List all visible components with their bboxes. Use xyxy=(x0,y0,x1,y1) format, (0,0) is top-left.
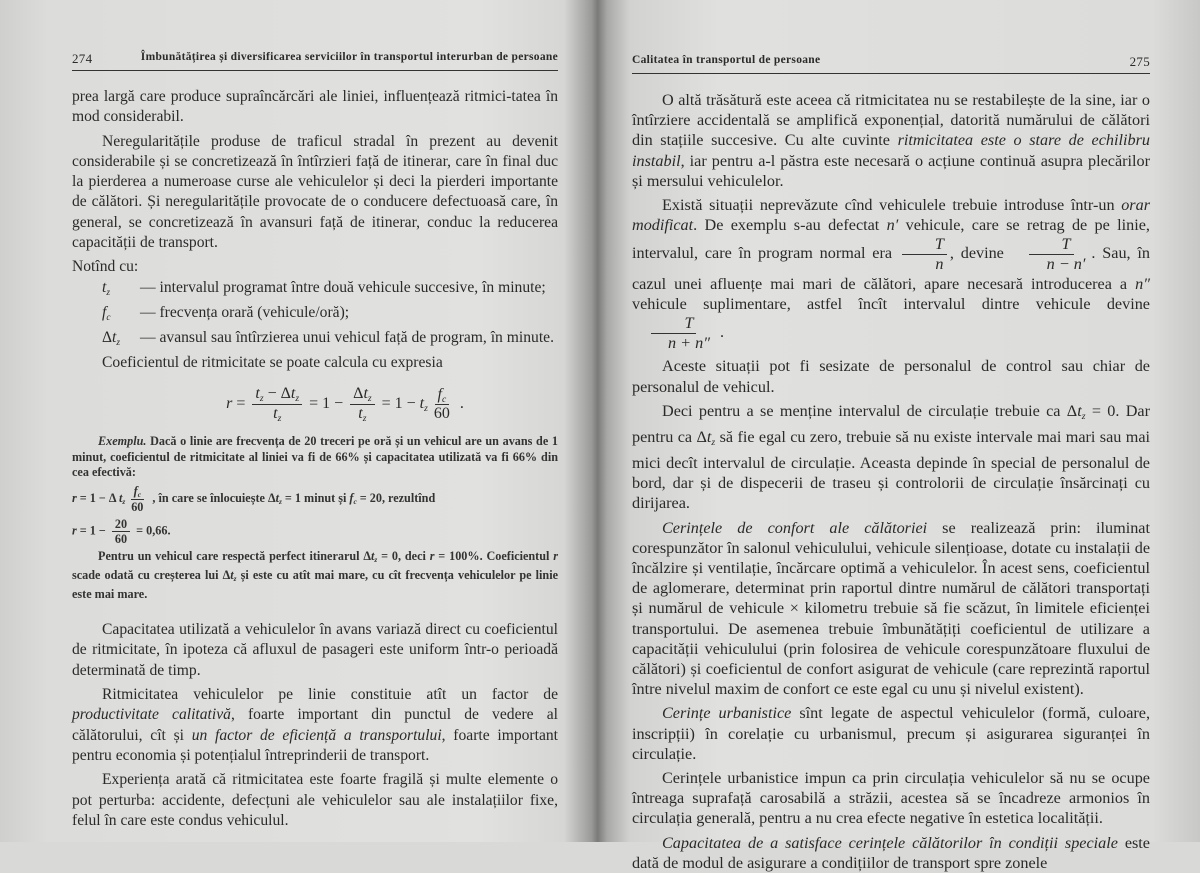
variable-symbol: f xyxy=(133,483,138,498)
text-run: Ritmicitatea vehiculelor pe linie constituie atît un factor de xyxy=(102,686,558,704)
text-run: = 100%. Coeficientul xyxy=(434,549,554,564)
variable-subscript: z xyxy=(367,393,372,405)
definition-item xyxy=(102,278,558,303)
math-variable xyxy=(349,491,356,505)
variable-subscript: z xyxy=(122,496,126,506)
text-run: = 1 − xyxy=(76,523,109,538)
text-run: . xyxy=(455,395,464,413)
example-intro xyxy=(72,434,558,481)
paragraph xyxy=(632,90,1150,191)
example-block xyxy=(72,434,558,602)
text-run: = 1 minut și xyxy=(281,490,350,505)
italic-text: n − n′ xyxy=(1046,255,1086,274)
example-equation-2 xyxy=(72,517,558,546)
text-run: Δ xyxy=(353,385,364,403)
variable-symbol: t xyxy=(371,549,375,564)
paragraph xyxy=(632,768,1150,829)
text-run: . Sau, în cazul unei afluențe mai mari de călători, apare necesară introducerea a xyxy=(632,244,1150,293)
paragraph xyxy=(632,833,1150,873)
math-variable xyxy=(119,491,125,505)
text-run: = 20, rezultînd xyxy=(356,490,436,505)
text-run: și este cu atît mai mare, cu cît frecvența vehiculelor pe linie este mai mare. xyxy=(72,567,559,601)
italic-text: n + n″ xyxy=(668,333,710,352)
math-variable xyxy=(255,385,264,405)
variable-symbol: r xyxy=(72,490,77,505)
fraction-numerator xyxy=(112,517,130,532)
variable-symbol: f xyxy=(102,303,107,321)
paragraph xyxy=(72,132,558,254)
math-variable xyxy=(102,279,110,296)
definition-item xyxy=(102,303,558,328)
text-run: scade odată cu creșterea lui Δ xyxy=(72,567,231,582)
text-run: Cerințele urbanistice impun ca prin circulația vehiculelor să nu se ocupe întreaga suprafață carosabilă a străzii, acestea să se încadreze armonios în circulația generală, pentru a nu crea efecte negative în estetica localității. xyxy=(632,769,1150,828)
fraction-denominator xyxy=(270,405,284,424)
text-run: , foarte important pentru economia și potențialul întreprinderii de transport. xyxy=(72,726,558,764)
variable-subscript: z xyxy=(424,403,428,415)
fraction-numerator xyxy=(435,386,450,406)
fraction xyxy=(1014,235,1089,273)
variable-subscript: z xyxy=(374,555,378,565)
page-number: 275 xyxy=(1129,54,1150,69)
variable-symbol: t xyxy=(419,395,425,413)
text-run: 60 xyxy=(114,532,128,547)
variable-symbol: t xyxy=(255,385,260,403)
fraction xyxy=(635,314,713,352)
paragraph xyxy=(632,195,1150,352)
notation-intro: Notînd cu: xyxy=(72,258,139,276)
text-run: Pentru un vehicul care respectă perfect itinerarul Δ xyxy=(98,549,372,564)
variable-symbol: r xyxy=(553,549,558,564)
variable-subscript: c xyxy=(137,489,141,499)
paragraph xyxy=(72,620,558,681)
variable-symbol: t xyxy=(273,405,278,423)
text-run: 60 xyxy=(131,500,144,515)
fraction xyxy=(112,517,130,546)
variable-subscript: c xyxy=(353,496,357,506)
variable-symbol: t xyxy=(112,328,117,346)
running-head-title: Îmbunătățirea și diversificarea serviciilor în transportul interurban de persoane xyxy=(140,51,558,63)
paragraph-group xyxy=(72,620,558,831)
text-run: = 1 − Δ xyxy=(76,490,119,505)
variable-subscript: z xyxy=(711,436,716,448)
running-head-title: Calitatea în transportul de persoane xyxy=(632,54,821,66)
variable-symbol: t xyxy=(290,385,296,403)
definition-symbol xyxy=(102,303,140,328)
right-page xyxy=(632,0,1150,873)
italic-text: Cerințele de confort ale călătoriei xyxy=(662,518,928,537)
text-run: , foarte important din punctul de vedere al călătorului, cît și xyxy=(72,706,558,744)
variable-subscript: z xyxy=(106,287,110,298)
math-variable xyxy=(363,385,372,405)
italic-text: Exemplu. xyxy=(98,434,147,449)
variable-symbol: t xyxy=(118,490,123,505)
italic-text: orar modificat xyxy=(632,196,1150,235)
running-header xyxy=(632,54,1150,74)
italic-text: productivitate calitativă xyxy=(72,706,231,724)
running-header xyxy=(72,51,558,71)
text-run: = xyxy=(232,395,250,413)
math-variable xyxy=(1077,402,1085,420)
fraction-denominator xyxy=(355,405,369,424)
variable-subscript: z xyxy=(277,413,282,425)
italic-text: n′ xyxy=(886,216,899,235)
page-number: 274 xyxy=(72,51,93,66)
italic-text: Capacitatea de a satisface cerințele călătorilor în condiții speciale xyxy=(662,833,1118,852)
variable-subscript: c xyxy=(441,393,447,405)
fraction xyxy=(902,235,947,273)
text-run: O altă trăsătură este aceea că ritmicitatea nu se restabilește de la sine, iar o întîrziere accidentală se amplifică exponențial, datorită numărului de călători din stațiile succesive. Cu alte cuvinte xyxy=(632,91,1150,150)
text-run: 60 xyxy=(433,405,450,423)
text-run: − Δ xyxy=(263,385,291,403)
formula-intro: Coeficientul de ritmicitate se poate calcula cu expresia xyxy=(102,353,443,371)
variable-symbol: t xyxy=(706,427,712,446)
italic-text: un factor de eficiență a transportului xyxy=(191,726,442,744)
text-run: vehicule, care se retrag de pe linie, intervalul, care în program normal era xyxy=(632,216,1150,263)
text-run: este dată de modul de asigurare a condițiilor de transport spre zonele xyxy=(632,833,1150,872)
text-run: . xyxy=(715,322,725,341)
paragraph xyxy=(632,518,1150,700)
left-page-body xyxy=(72,87,558,831)
math-variable xyxy=(707,428,715,446)
fraction xyxy=(252,385,302,424)
variable-subscript: z xyxy=(259,393,264,405)
definition-text: — intervalul programat între două vehicule succesive, în minute; xyxy=(140,278,546,296)
definition-text: — avansul sau întîrzierea unui vehicul față de program, în minute. xyxy=(140,328,554,346)
fraction xyxy=(128,484,146,515)
variable-symbol: r xyxy=(226,395,233,413)
variable-symbol: t xyxy=(275,490,279,505)
fraction xyxy=(350,385,374,424)
formula xyxy=(132,385,558,424)
definition-symbol xyxy=(102,328,140,353)
italic-text: ritmicitatea este o stare de echilibru instabil xyxy=(632,131,1150,170)
fraction-numerator xyxy=(651,314,696,334)
fraction-numerator xyxy=(252,385,302,405)
definition-item xyxy=(102,328,558,353)
math-variable xyxy=(438,386,447,403)
definition-symbol xyxy=(102,278,140,303)
variable-subscript: z xyxy=(116,337,121,348)
variable-subscript: z xyxy=(362,413,367,425)
math-variable xyxy=(290,385,300,405)
text-run: sînt legate de aspectul vehiculelor (formă, culoare, inscripții) în corelație cu urbanismul, precum și asigurarea siguranței în circulație. xyxy=(632,704,1150,763)
variable-subscript: z xyxy=(233,574,237,584)
variable-symbol: r xyxy=(72,523,77,538)
paragraph xyxy=(72,770,558,831)
text-run: , devine xyxy=(949,244,1011,263)
italic-text: T xyxy=(934,235,944,254)
text-run: , în care se înlocuiește Δ xyxy=(149,490,276,505)
italic-text: T xyxy=(684,314,694,333)
text-run: = 0,66. xyxy=(133,523,171,538)
variable-symbol: t xyxy=(1077,401,1082,420)
paragraph xyxy=(632,703,1150,764)
math-variable xyxy=(419,395,428,415)
text-run: , iar pentru a-l păstra este necesară o acțiune continuă asupra plecărilor și mersului vehiculelor. xyxy=(632,151,1150,190)
variable-symbol: t xyxy=(358,405,363,423)
variable-subscript: z xyxy=(1081,410,1086,422)
fraction-denominator xyxy=(635,334,713,353)
definition-text: — frecvența orară (vehicule/oră); xyxy=(140,303,350,321)
variable-subscript: z xyxy=(295,393,300,405)
text-run: 20 xyxy=(114,517,128,532)
variable-symbol: f xyxy=(349,490,354,505)
text-run: = 0, deci xyxy=(377,549,430,564)
math-variable xyxy=(358,405,367,425)
fraction-denominator xyxy=(431,405,453,423)
text-run: Experiența arată că ritmicitatea este foarte fragilă și multe elemente o pot perturba: accidente, defecțuni ale vehiculelor sau ale instalațiilor fixe, felul în care este condus vehiculul. xyxy=(72,771,558,829)
paragraph xyxy=(632,401,1150,514)
text-run: Deci pentru a se menține intervalul de circulație trebuie ca Δ xyxy=(662,401,1078,420)
text-run: să fie egal cu zero, trebuie să nu existe intervale mai mari sau mai mici decît intervalul de circulație. Aceasta depinde în special de personalul de bord, dar și de dispecerii de traseu și controlorii de circulație însărcinați cu dirijarea. xyxy=(632,427,1151,513)
variable-symbol: f xyxy=(437,385,442,403)
text-run: Capacitatea utilizată a vehiculelor în avans variază direct cu coeficientul de ritmicitate, în ipoteza că afluxul de pasageri este uniform într-o perioadă determinată de timp. xyxy=(72,621,558,679)
example-equation-1 xyxy=(72,484,558,515)
paragraph-group xyxy=(72,87,558,253)
fraction xyxy=(431,386,453,424)
italic-text: Cerințe urbanistice xyxy=(662,704,792,723)
italic-text: T xyxy=(1061,235,1071,254)
math-variable xyxy=(102,304,111,321)
variable-symbol: r xyxy=(429,549,435,564)
fraction-numerator xyxy=(1029,235,1074,255)
text-run: Neregularitățile produse de traficul stradal în prezent au devenit considerabile și se concretizează în întîrzieri față de itinerar, care în final duc la pierderea a numeroase curse ale vehiculelor și deci la pierderi importante de călători. Și neregularitățile provocate de o conducere defectuoasă care, în general, se concretizează în avansuri față de itinerar, conduc la reducerea capacității de transport. xyxy=(72,132,558,252)
math-variable xyxy=(112,329,120,346)
paragraph xyxy=(632,356,1150,396)
text-run: Dacă o linie are frecvența de 20 treceri pe oră și un vehicul are un avans de 1 minut, coeficientul de ritmicitate al liniei va fi de 66% și capacitatea utilizată va fi 66% din cea efectivă: xyxy=(72,434,558,480)
text-run: = 0. Dar pentru ca Δ xyxy=(632,401,1151,446)
right-page-body xyxy=(632,90,1150,873)
text-run: se realizează prin: iluminat corespunzător în salonul vehiculului, vehicule silențioase, dotate cu instalații de încălzire și ventilație, încărcare optimă a vehiculelor. În acest sens, coeficientul de aglomerare, determinat prin raportul dintre numărul de călători transportați și numărul de vehicule × kilometru trebuie să fie scăzut, în limitele eficienței transportului. De asemenea trebuie îmbunătățiți coeficientul de utilizare a capacității vehiculului (prin folosirea de vehicule corespunzătoare fluxului de călători) și coeficientul de confort asigurat de vehicule (care reprezintă raportul între nivelul maxim de confort ce este egal cu unu și nivelul existent). xyxy=(632,518,1150,699)
text-run: . De exemplu s-au defectat xyxy=(693,216,887,235)
text-run: Aceste situații pot fi sesizate de personalul de control sau chiar de personalul de vehicul. xyxy=(632,357,1150,396)
fraction-denominator xyxy=(128,500,146,514)
math-variable xyxy=(273,405,282,425)
fraction-denominator xyxy=(1014,255,1089,274)
text-run: = 1 − xyxy=(377,395,420,413)
definitions-list xyxy=(102,278,558,353)
text-run: = 1 − xyxy=(305,395,348,413)
fraction-numerator xyxy=(131,484,144,501)
fraction-numerator xyxy=(902,235,947,255)
text-run: Există situații neprevăzute cînd vehiculele trebuie introduse într-un xyxy=(662,196,1122,215)
paragraph-group xyxy=(632,90,1150,873)
paragraph xyxy=(72,685,558,766)
fraction-denominator xyxy=(112,532,130,546)
text-run: Δ xyxy=(102,328,113,346)
paragraph xyxy=(72,87,558,128)
math-variable xyxy=(134,484,141,498)
variable-symbol: t xyxy=(363,385,368,403)
fraction-numerator xyxy=(350,385,374,405)
italic-text: n xyxy=(935,255,944,274)
variable-symbol: t xyxy=(102,278,107,296)
variable-subscript: c xyxy=(106,312,111,323)
variable-symbol: t xyxy=(230,567,234,582)
math-variable xyxy=(553,549,558,563)
text-run: prea largă care produce supraîncărcări ale liniei, influențează ritmici-tatea în mod considerabil. xyxy=(72,88,558,126)
example-outro xyxy=(72,549,558,602)
variable-subscript: z xyxy=(279,496,282,506)
text-run: vehicule suplimentare, astfel încît intervalul dintre vehicule devine xyxy=(632,294,1150,313)
fraction-denominator xyxy=(902,255,946,274)
italic-text: n″ xyxy=(1135,274,1150,293)
left-page xyxy=(72,0,558,831)
